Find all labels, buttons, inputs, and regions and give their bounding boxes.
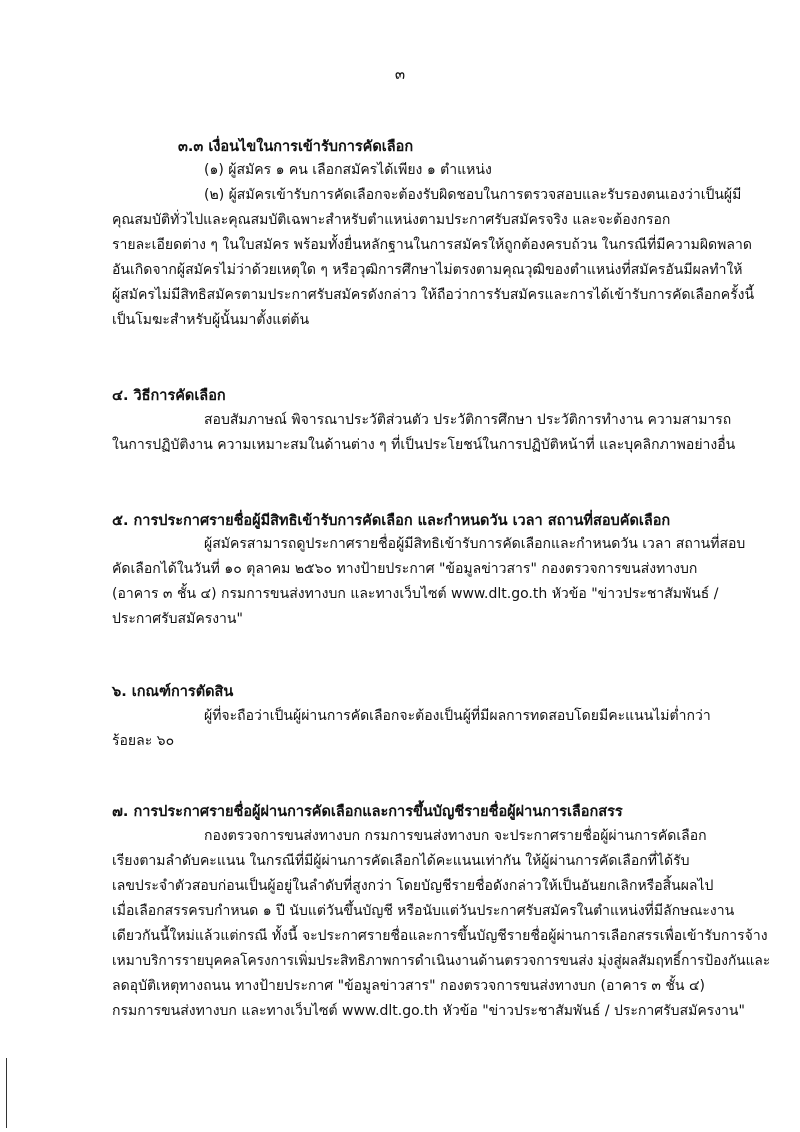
scan-edge-mark bbox=[6, 1058, 7, 1128]
paragraph-line: ร้อยละ ๖๐ bbox=[112, 733, 175, 749]
paragraph-line: (๑) ผู้สมัคร ๑ คน เลือกสมัครได้เพียง ๑ ตำแหน่ง bbox=[204, 162, 492, 178]
paragraph-line: กรมการขนส่งทางบก และทางเว็บไซต์ www.dlt.go.th หัวข้อ "ข่าวประชาสัมพันธ์ / ประกาศรับสมัครงาน" bbox=[112, 1003, 745, 1019]
paragraph-line: เลขประจำตัวสอบก่อนเป็นผู้อยู่ในลำดับที่สูงกว่า โดยบัญชีรายชื่อดังกล่าวให้เป็นอันยกเลิกหรือสิ้นผลไป bbox=[112, 878, 714, 894]
paragraph-line: กองตรวจการขนส่งทางบก กรมการขนส่งทางบก จะประกาศรายชื่อผู้ผ่านการคัดเลือก bbox=[204, 828, 707, 844]
paragraph-line: ผู้ที่จะถือว่าเป็นผู้ผ่านการคัดเลือกจะต้องเป็นผู้ที่มีผลการทดสอบโดยมีคะแนนไม่ต่ำกว่า bbox=[204, 708, 711, 724]
section-6-heading: ๖. เกณฑ์การตัดสิน bbox=[112, 684, 234, 700]
paragraph-line: (อาคาร ๓ ชั้น ๔) กรมการขนส่งทางบก และทางเว็บไซต์ www.dlt.go.th หัวข้อ "ข่าวประชาสัมพันธ์ / bbox=[112, 586, 719, 602]
section-5-heading: ๕. การประกาศรายชื่อผู้มีสิทธิเข้ารับการคัดเลือก และกำหนดวัน เวลา สถานที่สอบคัดเลือก bbox=[112, 513, 671, 529]
paragraph-line: (๒) ผู้สมัครเข้ารับการคัดเลือกจะต้องรับผิดชอบในการตรวจสอบและรับรองตนเองว่าเป็นผู้มี bbox=[204, 187, 742, 203]
paragraph-line: เดียวกันนี้ใหม่แล้วแต่กรณี ทั้งนี้ จะประกาศรายชื่อและการขึ้นบัญชีรายชื่อผู้ผ่านการเลือกสรรเพื่อเข้ารับการจ้าง bbox=[112, 928, 768, 944]
paragraph-line: อันเกิดจากผู้สมัครไม่ว่าด้วยเหตุใด ๆ หรือวุฒิการศึกษาไม่ตรงตามคุณวุฒิของตำแหน่งที่สมัครอันมีผลทำให้ bbox=[112, 262, 743, 278]
paragraph-line: เรียงตามลำดับคะแนน ในกรณีที่มีผู้ผ่านการคัดเลือกได้คะแนนเท่ากัน ให้ผู้ผ่านการคัดเลือกที่ได้รับ bbox=[112, 853, 690, 869]
paragraph-line: ในการปฏิบัติงาน ความเหมาะสมในด้านต่าง ๆ ที่เป็นประโยชน์ในการปฏิบัติหน้าที่ และบุคลิกภาพอย่างอื่น bbox=[112, 437, 736, 453]
section-3-3-heading: ๓.๓ เงื่อนไขในการเข้ารับการคัดเลือก bbox=[178, 139, 414, 155]
paragraph-line: เป็นโมฆะสำหรับผู้นั้นมาตั้งแต่ต้น bbox=[112, 312, 310, 328]
paragraph-line: ลดอุบัติเหตุทางถนน ทางป้ายประกาศ "ข้อมูลข่าวสาร" กองตรวจการขนส่งทางบก (อาคาร ๓ ชั้น ๔) bbox=[112, 978, 706, 994]
paragraph-line: เหมาบริการรายบุคคลโครงการเพิ่มประสิทธิภาพการดำเนินงานด้านตรวจการขนส่ง มุ่งสู่ผลสัมฤทธิ์การป้องกันและ bbox=[112, 953, 771, 969]
paragraph-line: คัดเลือกได้ในวันที่ ๑๐ ตุลาคม ๒๕๖๐ ทางป้ายประกาศ "ข้อมูลข่าวสาร" กองตรวจการขนส่งทางบก bbox=[112, 561, 698, 577]
paragraph-line: ประกาศรับสมัครงาน" bbox=[112, 611, 243, 627]
paragraph-line: รายละเอียดต่าง ๆ ในใบสมัคร พร้อมทั้งยื่นหลักฐานในการสมัครให้ถูกต้องครบถ้วน ในกรณีที่มีความผิดพลาด bbox=[112, 237, 752, 253]
paragraph-line: ผู้สมัครไม่มีสิทธิสมัครตามประกาศรับสมัครดังกล่าว ให้ถือว่าการรับสมัครและการได้เข้ารับการคัดเลือกครั้งนี้ bbox=[112, 287, 755, 303]
paragraph-line: เมื่อเลือกสรรครบกำหนด ๑ ปี นับแต่วันขึ้นบัญชี หรือนับแต่วันประกาศรับสมัครในตำแหน่งที่มีลักษณะงาน bbox=[112, 903, 735, 919]
page-number: ๓ bbox=[394, 65, 406, 83]
paragraph-line: สอบสัมภาษณ์ พิจารณาประวัติส่วนตัว ประวัติการศึกษา ประวัติการทำงาน ความสามารถ bbox=[204, 412, 732, 428]
section-7-heading: ๗. การประกาศรายชื่อผู้ผ่านการคัดเลือกและการขึ้นบัญชีรายชื่อผู้ผ่านการเลือกสรร bbox=[112, 804, 623, 820]
paragraph-line: คุณสมบัติทั่วไปและคุณสมบัติเฉพาะสำหรับตำแหน่งตามประกาศรับสมัครจริง และจะต้องกรอก bbox=[112, 212, 671, 228]
paragraph-line: ผู้สมัครสามารถดูประกาศรายชื่อผู้มีสิทธิเข้ารับการคัดเลือกและกำหนดวัน เวลา สถานที่สอบ bbox=[204, 536, 746, 552]
section-4-heading: ๔. วิธีการคัดเลือก bbox=[112, 388, 226, 404]
